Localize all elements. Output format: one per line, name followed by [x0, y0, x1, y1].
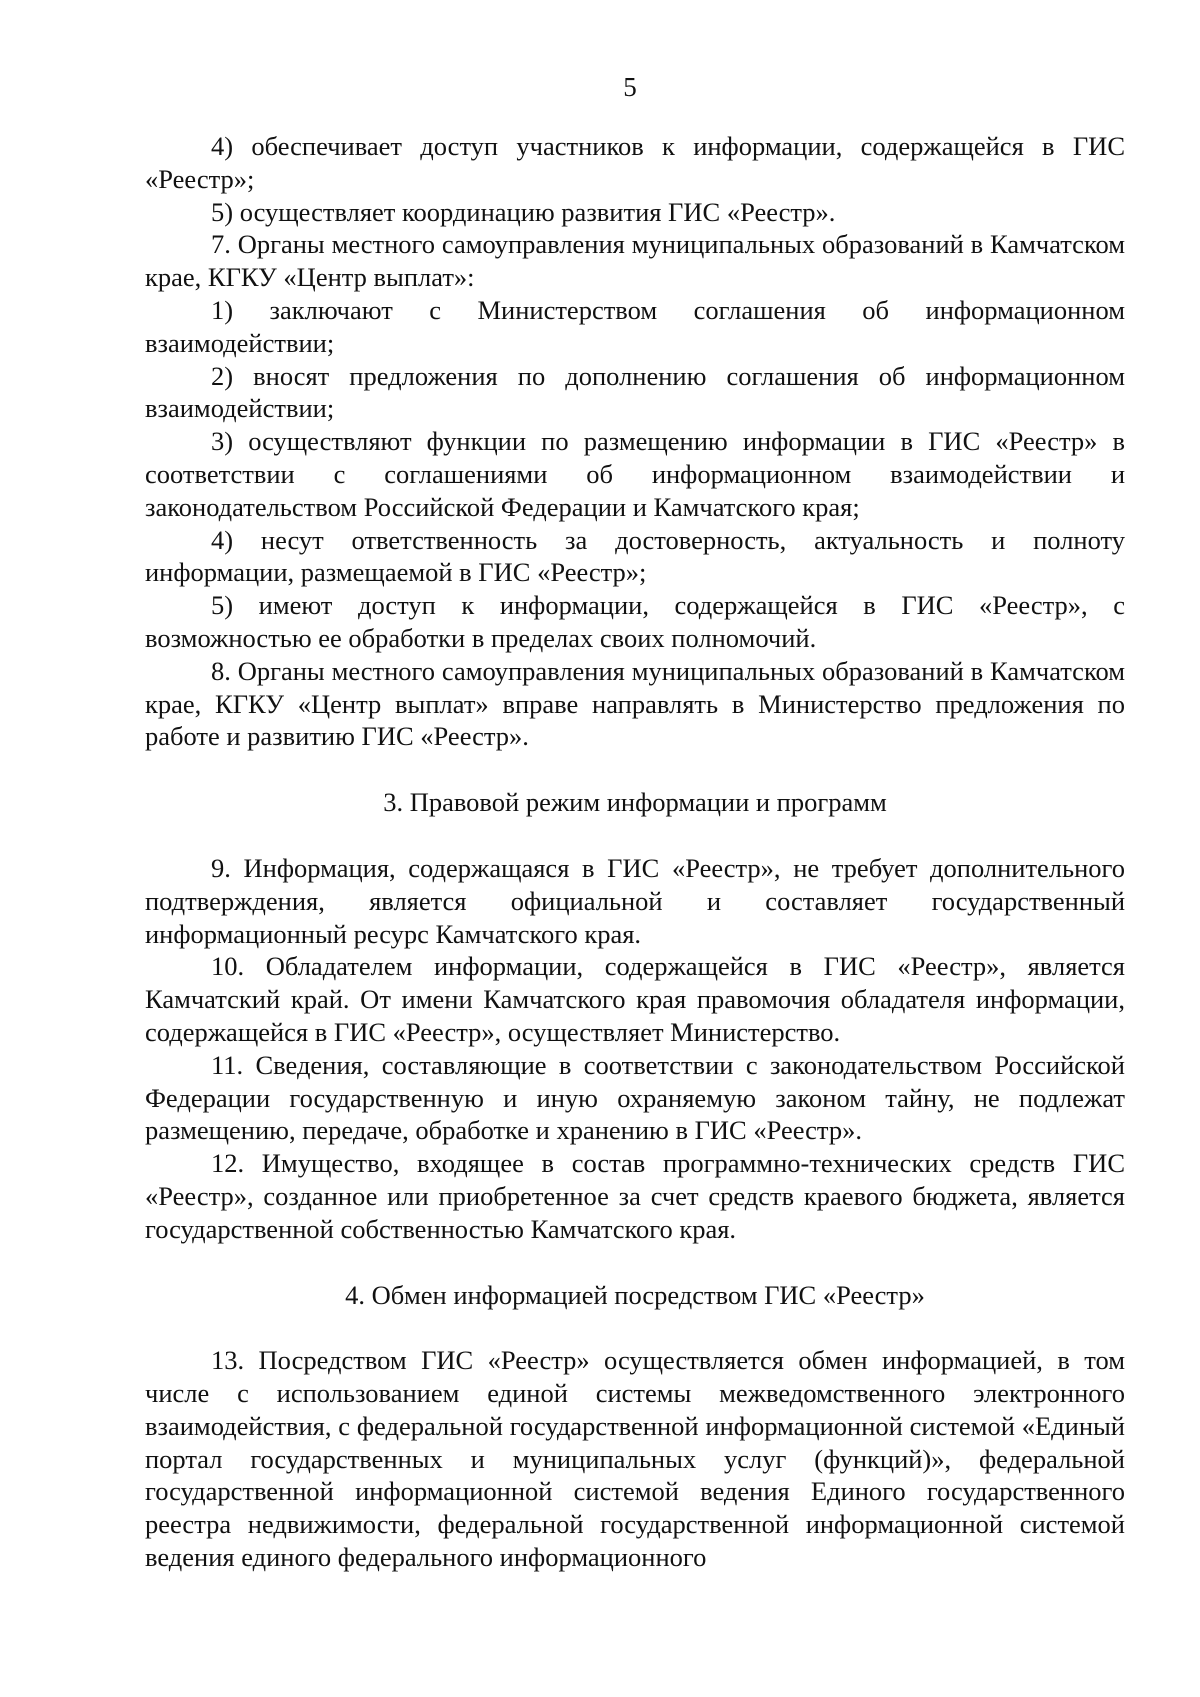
- paragraph-11: 11. Сведения, составляющие в соответствии с законодательством Российской Федерации государственную и иную охраняемую законом тайну, не подлежат размещению, передаче, обработке и хранению в ГИС «Реестр».: [145, 1049, 1125, 1146]
- paragraph-7-5: 5) имеют доступ к информации, содержащейся в ГИС «Реестр», с возможностью ее обработки в пределах своих полномочий.: [145, 590, 1125, 653]
- document-body: [145, 130, 1125, 1574]
- paragraph-13: 13. Посредством ГИС «Реестр» осуществляется обмен информацией, в том числе с использованием единой системы межведомственного электронного взаимодействия, с федеральной государственной информационной системой «Единый портал государственных и муниципальных услуг (функций)», федеральной государственной информационной системой ведения Единого государственного реестра недвижимости, федеральной государственной информационной системой ведения единого федерального информационного: [145, 1345, 1125, 1573]
- paragraph-7-3: 3) осуществляют функции по размещению информации в ГИС «Реестр» в соответствии с соглашениями об информационном взаимодействии и законодательством Российской Федерации и Камчатского края;: [145, 426, 1125, 522]
- paragraph-12: 12. Имущество, входящее в состав программно-технических средств ГИС «Реестр», созданное или приобретенное за счет средств краевого бюджета, является государственной собственностью Камчатского края.: [145, 1148, 1125, 1244]
- paragraph-7-2: 2) вносят предложения по дополнению соглашения об информационном взаимодействии;: [145, 360, 1125, 424]
- paragraph-10: 10. Обладателем информации, содержащейся в ГИС «Реестр», является Камчатский край. От имени Камчатского края правомочия обладателя информации, содержащейся в ГИС «Реестр», осуществляет Министерство.: [145, 951, 1125, 1047]
- paragraph-4-access: 4) обеспечивает доступ участников к информации, содержащейся в ГИС «Реестр»;: [145, 131, 1125, 194]
- section-heading-4: 4. Обмен информацией посредством ГИС «Реестр»: [345, 1279, 925, 1310]
- paragraph-7-local-authorities: 7. Органы местного самоуправления муниципальных образований в Камчатском крае, КГКУ «Центр выплат»:: [145, 229, 1125, 293]
- page-number: 5: [623, 72, 637, 102]
- paragraph-7-4: 4) несут ответственность за достоверность, актуальность и полноту информации, размещаемой в ГИС «Реестр»;: [145, 524, 1125, 588]
- paragraph-7-1: 1) заключают с Министерством соглашения об информационном взаимодействии;: [145, 294, 1125, 358]
- section-heading-3: 3. Правовой режим информации и программ: [383, 787, 887, 818]
- paragraph-8: 8. Органы местного самоуправления муниципальных образований в Камчатском крае, КГКУ «Центр выплат» вправе направлять в Министерство предложения по работе и развитию ГИС «Реестр».: [145, 655, 1125, 752]
- paragraph-9: 9. Информация, содержащаяся в ГИС «Реестр», не требует дополнительного подтверждения, является официальной и составляет государственный информационный ресурс Камчатского края.: [145, 852, 1125, 949]
- paragraph-5-coordination: 5) осуществляет координацию развития ГИС «Реестр».: [211, 196, 836, 227]
